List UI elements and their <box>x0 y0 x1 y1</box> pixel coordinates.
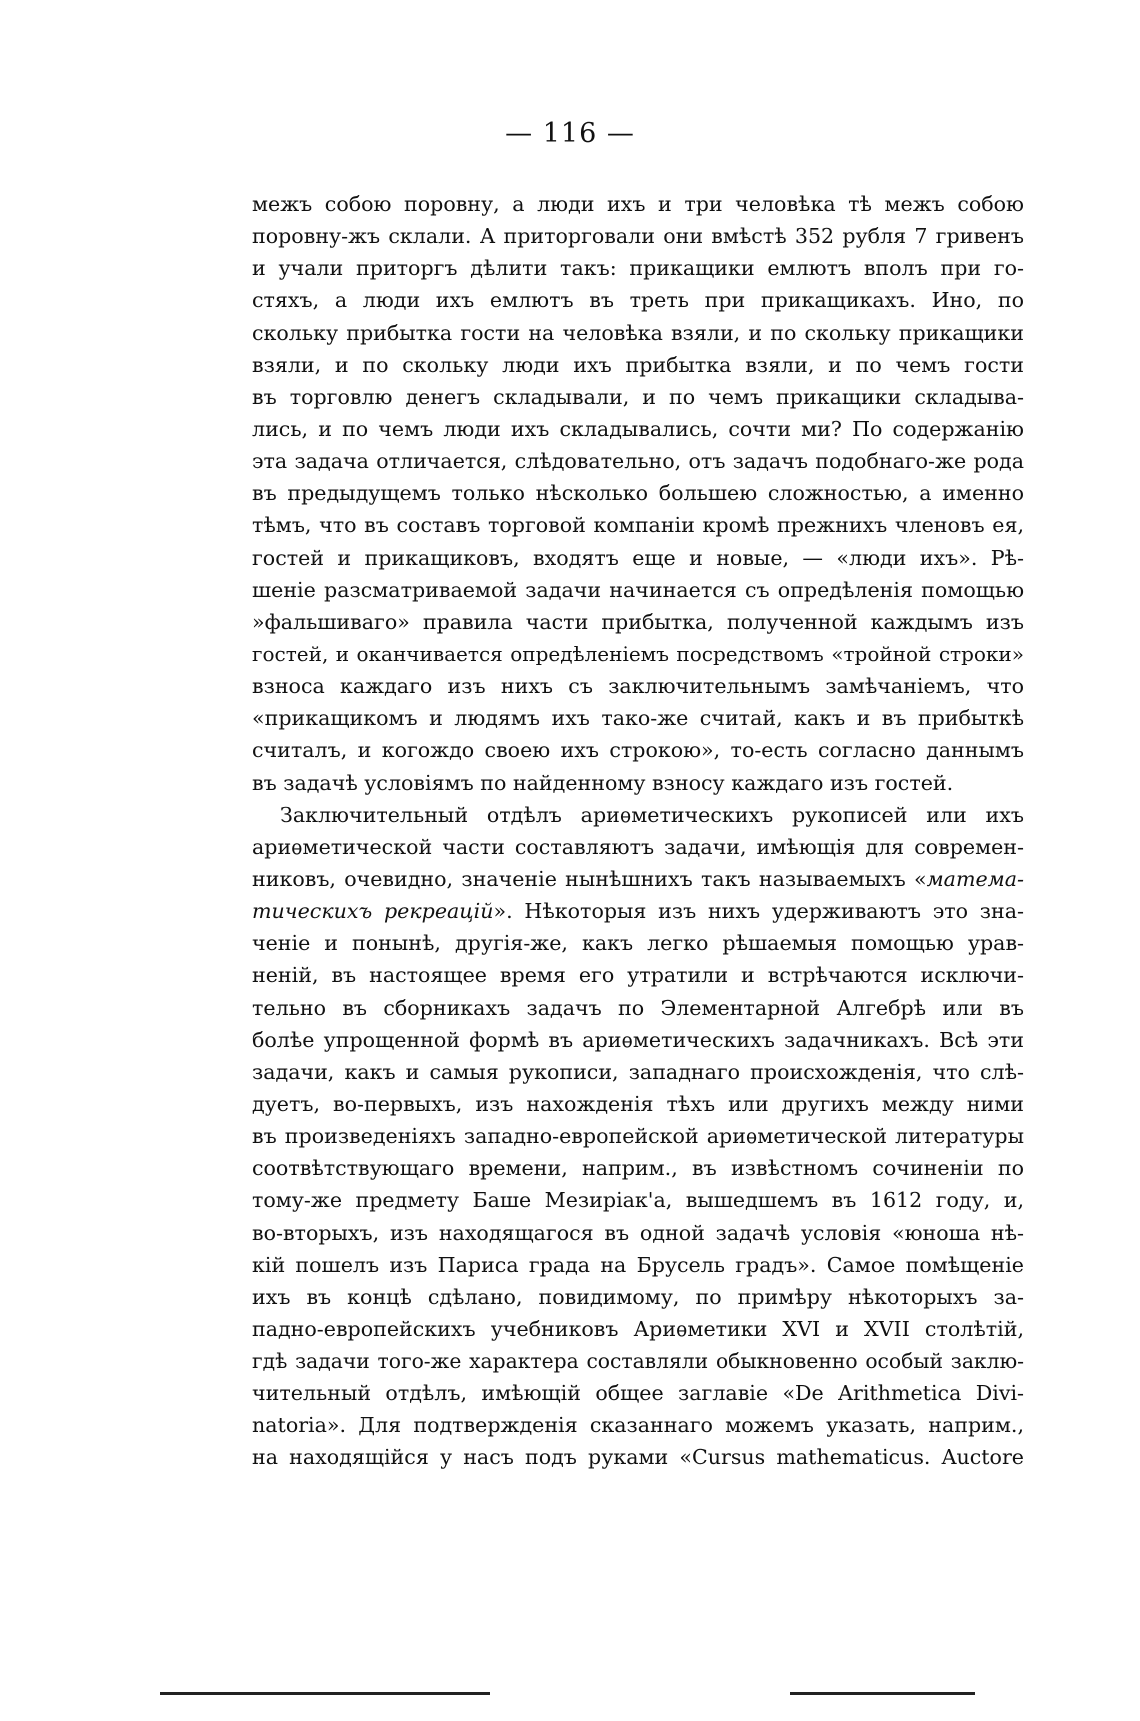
paragraph-2 <box>252 799 1024 1474</box>
text-line: тельно въ сборникахъ задачъ по Элементарной Алгебрѣ или въ <box>252 995 1024 1020</box>
body-text <box>252 188 1024 1474</box>
text-line: взноса каждаго изъ нихъ съ заключительнымъ замѣчаніемъ, что <box>252 674 1024 699</box>
text-line: эта задача отличается, слѣдовательно, отъ задачъ подобнаго-же рода <box>252 449 1024 474</box>
text-line: въ торговлю денегъ складывали, и по чемъ прикащики складыва- <box>252 384 1024 409</box>
text-line: поровну-жъ склали. А приторговали они вмѣстѣ 352 рубля 7 гривенъ <box>252 224 1024 249</box>
text-line: и учали приторгъ дѣлити такъ: прикащики емлютъ вполъ при го- <box>252 256 1024 281</box>
text-line: шеніе разсматриваемой задачи начинается съ опредѣленія помощью <box>252 577 1024 602</box>
bottom-scan-rule-left <box>160 1692 490 1695</box>
text-line: скольку прибытка гости на человѣка взяли, и по скольку прикащики <box>252 320 1024 345</box>
text-line: natoria». Для подтвержденія сказаннаго можемъ указать, наприм., <box>252 1413 1024 1438</box>
paragraph-1 <box>252 188 1024 799</box>
text-line: въ задачѣ условіямъ по найденному взносу каждаго изъ гостей. <box>252 770 954 795</box>
text-line: «прикащикомъ и людямъ ихъ тако-же считай, какъ и въ прибыткѣ <box>252 706 1024 731</box>
text-line: въ предыдущемъ только нѣсколько большею сложностью, а именно <box>252 481 1024 506</box>
text-line: чительный отдѣлъ, имѣющій общее заглавіе «De Arithmetica Divi- <box>252 1381 1024 1406</box>
text-line: въ произведеніяхъ западно-европейской ариѳметической литературы <box>252 1124 1024 1149</box>
text-line: ихъ въ концѣ сдѣлано, повидимому, по примѣру нѣкоторыхъ за- <box>252 1284 1024 1309</box>
text-line: »фальшиваго» правила части прибытка, полученной каждымъ изъ <box>252 609 1024 634</box>
text-line: во-вторыхъ, изъ находящагося въ одной задачѣ условія «юноша нѣ- <box>252 1220 1024 1245</box>
text-line: лись, и по чемъ люди ихъ складывались, сочти ми? По содержанію <box>252 416 1024 441</box>
text-line: межъ собою поровну, а люди ихъ и три человѣка тѣ межъ собою <box>252 192 1024 216</box>
text-line: болѣе упрощенной формѣ въ ариѳметическихъ задачникахъ. Всѣ эти <box>252 1027 1024 1052</box>
text-line <box>252 863 1024 895</box>
text-line: взяли, и по скольку люди ихъ прибытка взяли, и по чемъ гости <box>252 352 1024 377</box>
text-line: тѣмъ, что въ составъ торговой компаніи кромѣ прежнихъ членовъ ея, <box>252 513 1024 538</box>
text-line: падно-европейскихъ учебниковъ Ариѳметики XVI и XVII столѣтій, <box>252 1316 1024 1341</box>
text-line <box>252 895 1024 927</box>
text-line: считалъ, и когождо своею ихъ строкою», то-есть согласно даннымъ <box>252 738 1024 763</box>
text-line: на находящійся у насъ подъ руками «Cursus mathematicus. Auctore <box>252 1445 1024 1470</box>
text-fragment: никовъ, очевидно, значеніе нынѣшнихъ такъ называемыхъ « <box>252 866 927 891</box>
italic-fragment: тическихъ рекреацій <box>252 899 494 924</box>
text-line: дуетъ, во-первыхъ, изъ нахожденія тѣхъ или другихъ между ними <box>252 1091 1024 1116</box>
text-line: стяхъ, а люди ихъ емлютъ въ треть при прикащикахъ. Ино, по <box>252 288 1024 313</box>
text-line: Заключительный отдѣлъ ариѳметическихъ рукописей или ихъ <box>280 802 1024 827</box>
text-line: кій пошелъ изъ Париса града на Брусель градъ». Самое помѣщеніе <box>252 1252 1024 1277</box>
text-line: тому-же предмету Баше Мезиріак'а, вышедшемъ въ 1612 году, и, <box>252 1188 1024 1213</box>
text-line: гостей, и оканчивается опредѣленіемъ посредствомъ «тройной строки» <box>252 641 1024 666</box>
text-line: задачи, какъ и самыя рукописи, западнаго происхожденія, что слѣ- <box>252 1059 1024 1084</box>
text-line: ченіе и понынѣ, другія-же, какъ легко рѣшаемыя помощью урав- <box>252 931 1024 956</box>
bottom-scan-rule-right <box>790 1692 975 1695</box>
page-number: — 116 — <box>505 118 635 149</box>
text-fragment: ». Нѣкоторыя изъ нихъ удерживаютъ это зна- <box>493 899 1025 924</box>
text-line: гостей и прикащиковъ, входятъ еще и новые, — «люди ихъ». Рѣ- <box>252 545 1024 570</box>
text-line: гдѣ задачи того-же характера составляли обыкновенно особый заклю- <box>252 1349 1024 1374</box>
text-line: ариѳметической части составляютъ задачи, имѣющія для современ- <box>252 834 1024 859</box>
text-line: соотвѣтствующаго времени, наприм., въ извѣстномъ сочиненіи по <box>252 1156 1024 1181</box>
text-line: неній, въ настоящее время его утратили и встрѣчаются исключи- <box>252 963 1024 988</box>
italic-fragment: матема- <box>926 866 1024 891</box>
